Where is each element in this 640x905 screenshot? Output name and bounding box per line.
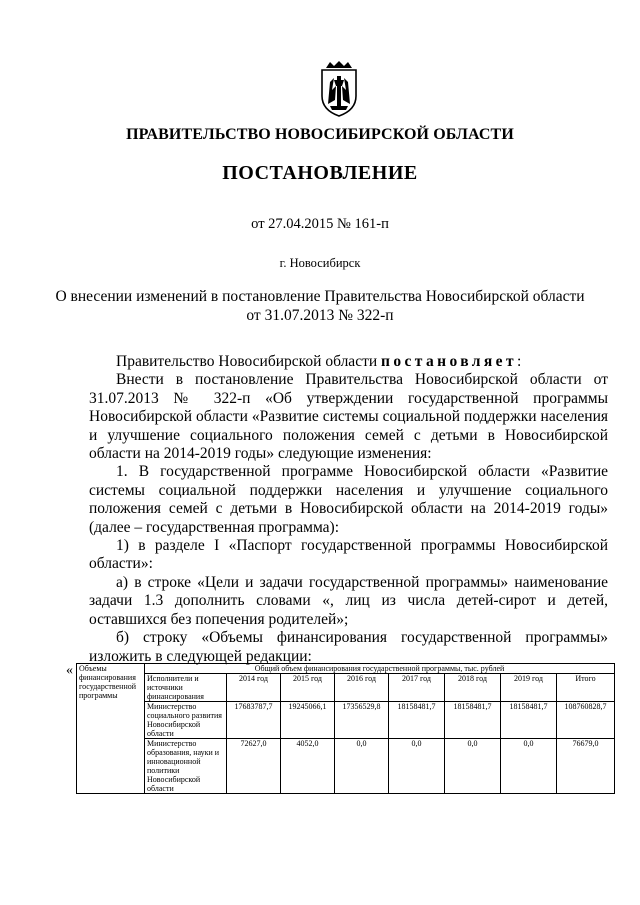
city: г. Новосибирск	[279, 256, 361, 270]
paragraph-item-1-1: 1) в разделе I «Паспорт государственной программы Новосибирской области»:	[89, 537, 608, 573]
paragraph-item-1: 1. В государственной программе Новосибирской области «Развитие системы социальной поддержки населения и улучшение социального положения семей с детьми в Новосибирской области на 2014-2019 годы» (далее – государственная программа):	[89, 463, 608, 536]
column-header: Исполнители и источники финансирования	[145, 674, 227, 702]
table-cell: 108760828,7	[557, 702, 615, 739]
subject	[0, 287, 640, 325]
table-cell: 0,0	[389, 739, 445, 794]
table-cell: 72627,0	[227, 739, 281, 794]
column-header: 2014 год	[227, 674, 281, 702]
coat-of-arms-icon	[318, 60, 360, 118]
table-cell: 18158481,7	[389, 702, 445, 739]
paragraph-resolves-text: Правительство Новосибирской области	[116, 353, 382, 370]
table-cell: 4052,0	[281, 739, 335, 794]
financing-table	[76, 663, 615, 794]
paragraph-amend: Внести в постановление Правительства Новосибирской области от 31.07.2013 № 322-п «Об утверждении государственной программы Новосибирской области «Развитие системы социальной поддержки населения и улучшение социального положения семей с детьми в Новосибирской области на 2014-2019 годы» следующие изменения:	[89, 371, 608, 463]
column-header: 2019 год	[501, 674, 557, 702]
column-header: 2018 год	[445, 674, 501, 702]
column-header: 2016 год	[335, 674, 389, 702]
subject-line-1: О внесении изменений в постановление Правительства Новосибирской области	[55, 288, 585, 305]
table-row	[77, 739, 615, 794]
table-cell: 76679,0	[557, 739, 615, 794]
paragraph-resolves-colon: :	[516, 353, 522, 370]
table-row	[77, 702, 615, 739]
table-cell: 0,0	[335, 739, 389, 794]
table-cell: 17356529,8	[335, 702, 389, 739]
row-label-cell: Объемы финансирования государственной программы	[77, 664, 145, 794]
document-type: ПОСТАНОВЛЕНИЕ	[222, 162, 418, 184]
column-header: 2017 год	[389, 674, 445, 702]
table-caption: Общий объем финансирования государственной программы, тыс. рублей	[145, 664, 615, 674]
date-and-number: от 27.04.2015 № 161-п	[251, 216, 389, 232]
column-header: Итого	[557, 674, 615, 702]
table-cell: 0,0	[501, 739, 557, 794]
table-cell: 0,0	[445, 739, 501, 794]
paragraph-resolves	[89, 353, 608, 371]
table-cell: 18158481,7	[501, 702, 557, 739]
table-cell: 19245066,1	[281, 702, 335, 739]
document-body	[89, 353, 608, 666]
executor-name: Министерство образования, науки и инновационной политики Новосибирской области	[145, 739, 227, 794]
table-cell: 17683787,7	[227, 702, 281, 739]
opening-quote: «	[66, 663, 73, 678]
table-cell: 18158481,7	[445, 702, 501, 739]
paragraph-item-a: а) в строке «Цели и задачи государственной программы» наименование задачи 1.3 дополнить словами «, лиц из числа детей-сирот и детей, оставшихся без попечения родителей»;	[89, 573, 608, 628]
paragraph-item-b: б) строку «Объемы финансирования государственной программы» изложить в следующей редакции:	[89, 629, 608, 665]
resolves-word: постановляет	[381, 353, 517, 370]
executor-name: Министерство социального развития Новосибирской области	[145, 702, 227, 739]
column-header: 2015 год	[281, 674, 335, 702]
subject-line-2: от 31.07.2013 № 322-п	[246, 307, 394, 324]
organization-title: ПРАВИТЕЛЬСТВО НОВОСИБИРСКОЙ ОБЛАСТИ	[126, 126, 514, 143]
